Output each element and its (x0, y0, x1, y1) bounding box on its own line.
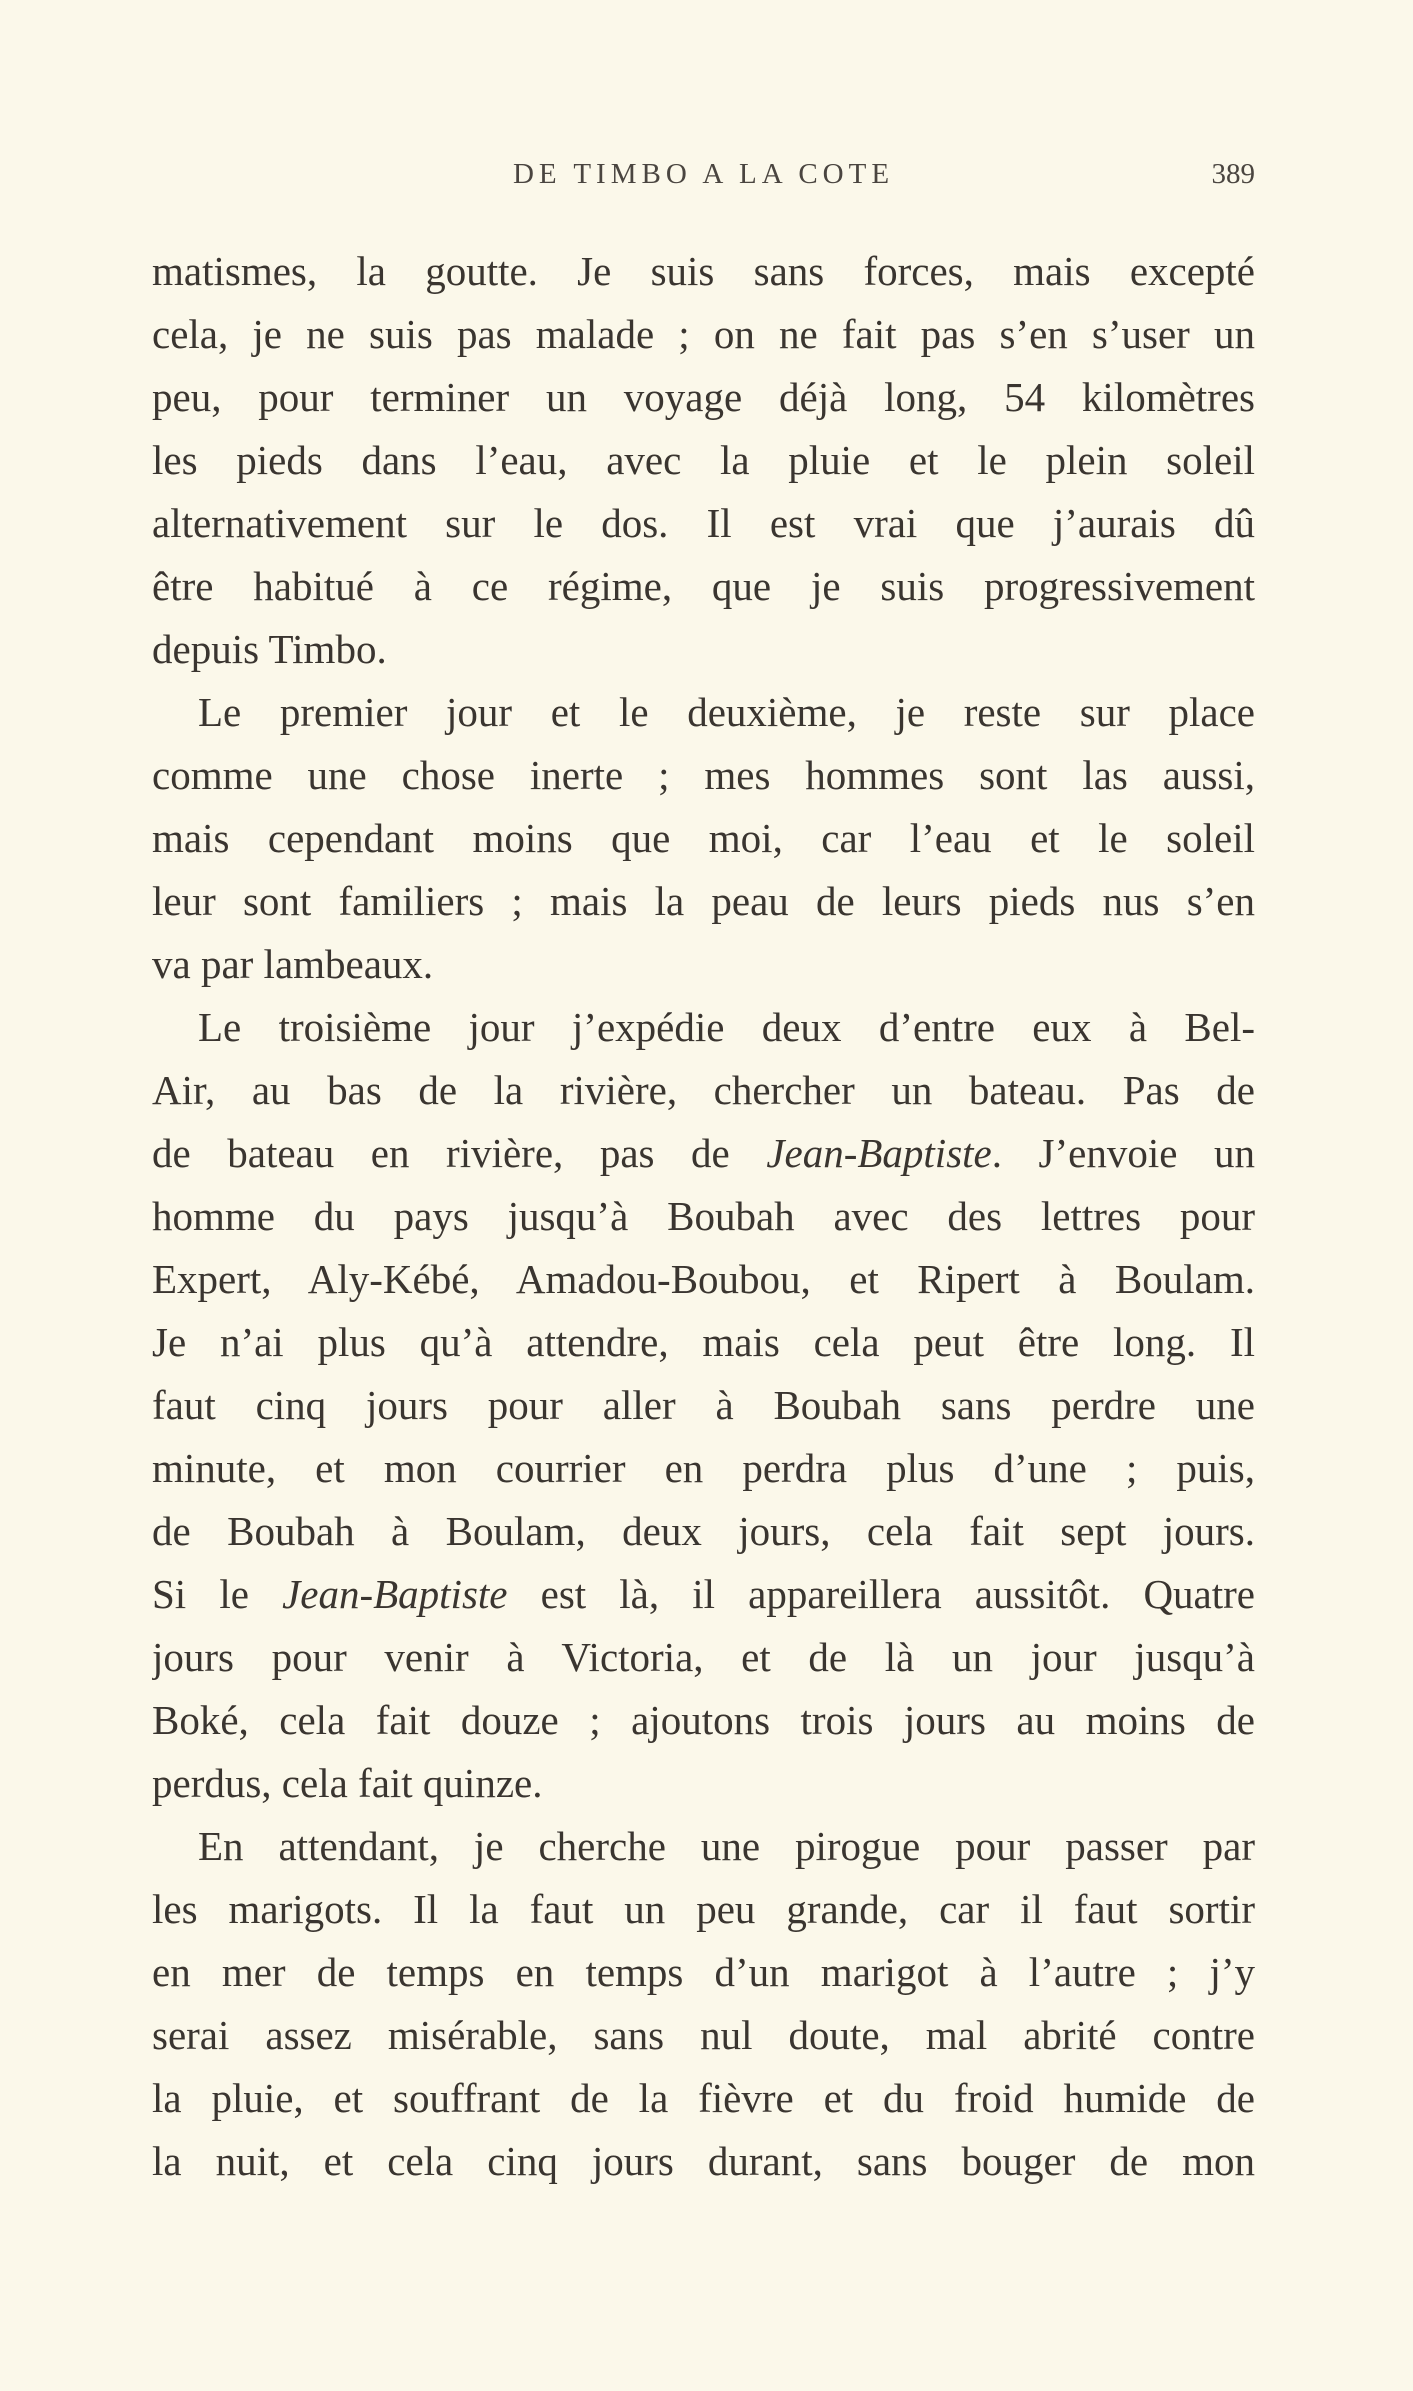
text-segment: être habitué à ce régime, que je suis progressivement (152, 563, 1255, 609)
text-line (152, 1437, 1255, 1500)
text-line (152, 1941, 1255, 2004)
text-segment: comme une chose inerte ; mes hommes sont las aussi, (152, 752, 1255, 798)
text-segment: minute, et mon courrier en perdra plus d’une ; puis, (152, 1445, 1255, 1491)
text-line (152, 240, 1255, 303)
text-line (152, 744, 1255, 807)
text-segment: faut cinq jours pour aller à Boubah sans perdre une (152, 1382, 1255, 1428)
text-segment: Le troisième jour j’expédie deux d’entre eux à Bel- (198, 1004, 1255, 1050)
text-segment: homme du pays jusqu’à Boubah avec des lettres pour (152, 1193, 1255, 1239)
text-line (152, 303, 1255, 366)
text-segment: Je n’ai plus qu’à attendre, mais cela peut être long. Il (152, 1319, 1255, 1365)
page-header (152, 158, 1255, 198)
text-segment: Air, au bas de la rivière, chercher un bateau. Pas de (152, 1067, 1255, 1113)
text-line (152, 1311, 1255, 1374)
text-segment: alternativement sur le dos. Il est vrai que j’aurais dû (152, 500, 1255, 546)
text-segment: la pluie, et souffrant de la fièvre et du froid humide de (152, 2075, 1255, 2121)
text-line (152, 492, 1255, 555)
text-segment: les marigots. Il la faut un peu grande, car il faut sortir (152, 1886, 1255, 1932)
text-line (152, 1752, 1255, 1815)
text-line (152, 1878, 1255, 1941)
text-line (152, 1248, 1255, 1311)
text-segment: les pieds dans l’eau, avec la pluie et le plein soleil (152, 437, 1255, 483)
text-line (152, 2004, 1255, 2067)
text-line (152, 933, 1255, 996)
text-segment: la nuit, et cela cinq jours durant, sans bouger de mon (152, 2138, 1255, 2184)
text-line (152, 1374, 1255, 1437)
text-segment: de Boubah à Boulam, deux jours, cela fait sept jours. (152, 1508, 1255, 1554)
text-line (152, 870, 1255, 933)
text-line (152, 1626, 1255, 1689)
text-segment: perdus, cela fait quinze. (152, 1760, 543, 1806)
text-line (152, 1122, 1255, 1185)
text-line (152, 2130, 1255, 2193)
text-segment: en mer de temps en temps d’un marigot à l’autre ; j’y (152, 1949, 1255, 1995)
text-line (152, 555, 1255, 618)
text-segment: va par lambeaux. (152, 941, 434, 987)
text-line (152, 2067, 1255, 2130)
text-segment: de bateau en rivière, pas de (152, 1130, 767, 1176)
italic-ship-name: Jean-Baptiste (282, 1571, 508, 1617)
text-segment: est là, il appareillera aussitôt. Quatre (507, 1571, 1255, 1617)
text-line (152, 1500, 1255, 1563)
text-segment: serai assez misérable, sans nul doute, mal abrité contre (152, 2012, 1255, 2058)
paragraph-first-line (152, 1815, 1255, 1878)
text-segment: Boké, cela fait douze ; ajoutons trois jours au moins de (152, 1697, 1255, 1743)
text-line (152, 618, 1255, 681)
paragraph-first-line (152, 996, 1255, 1059)
text-segment: leur sont familiers ; mais la peau de leurs pieds nus s’en (152, 878, 1255, 924)
page-number: 389 (1211, 158, 1255, 190)
text-segment: matismes, la goutte. Je suis sans forces, mais excepté (152, 248, 1255, 294)
text-line (152, 1689, 1255, 1752)
text-line (152, 1059, 1255, 1122)
text-line (152, 429, 1255, 492)
italic-ship-name: Jean-Baptiste (766, 1130, 992, 1176)
body-text (152, 240, 1255, 2193)
text-segment: peu, pour terminer un voyage déjà long, 54 kilomètres (152, 374, 1255, 420)
text-segment: jours pour venir à Victoria, et de là un jour jusqu’à (152, 1634, 1255, 1680)
text-segment: Expert, Aly-Kébé, Amadou-Boubou, et Ripert à Boulam. (152, 1256, 1255, 1302)
text-segment: cela, je ne suis pas malade ; on ne fait pas s’en s’user un (152, 311, 1255, 357)
paragraph-first-line (152, 681, 1255, 744)
text-line (152, 1185, 1255, 1248)
text-segment: depuis Timbo. (152, 626, 387, 672)
text-line (152, 366, 1255, 429)
text-line (152, 807, 1255, 870)
text-segment: Si le (152, 1571, 283, 1617)
text-segment: Le premier jour et le deuxième, je reste sur place (198, 689, 1255, 735)
text-segment: En attendant, je cherche une pirogue pour passer par (198, 1823, 1255, 1869)
text-segment: . J’envoie un (991, 1130, 1255, 1176)
text-segment: mais cependant moins que moi, car l’eau et le soleil (152, 815, 1255, 861)
text-line (152, 1563, 1255, 1626)
running-title: DE TIMBO A LA COTE (512, 158, 895, 190)
